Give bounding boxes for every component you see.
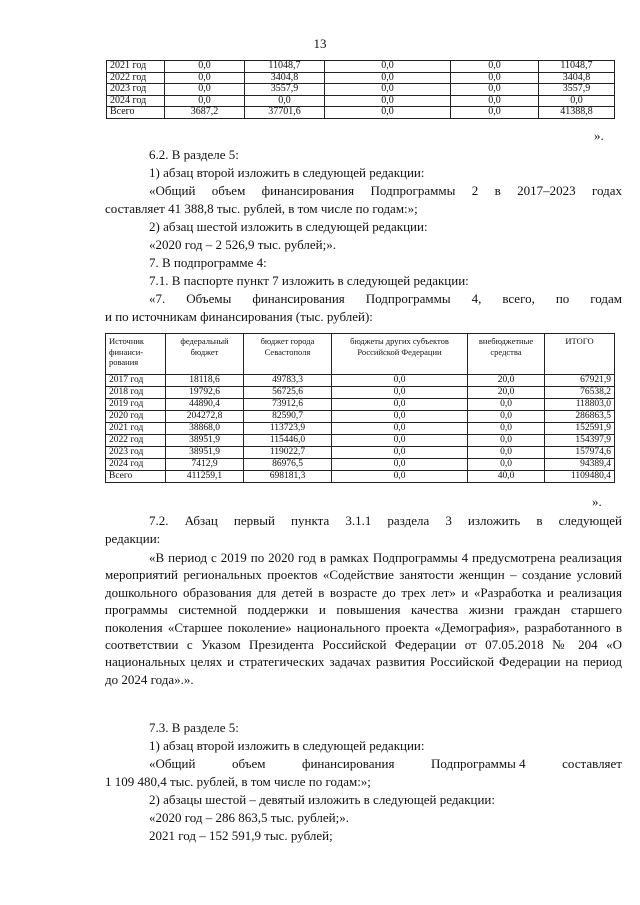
row-label: 2019 год bbox=[106, 399, 166, 411]
table-cell: 19792,6 bbox=[166, 387, 244, 399]
table-cell: 0,0 bbox=[165, 84, 245, 96]
paragraph: «2020 год – 2 526,9 тыс. рублей;». bbox=[149, 237, 336, 252]
financing-table-subprogram-2 bbox=[106, 60, 615, 119]
table-cell: 49783,3 bbox=[244, 375, 332, 387]
table2-quote-close: ». bbox=[592, 494, 602, 509]
table-cell: 41388,8 bbox=[539, 107, 615, 119]
table-cell: 152591,9 bbox=[545, 423, 615, 435]
paragraph: редакции: bbox=[105, 531, 161, 546]
row-label: 2022 год bbox=[107, 72, 165, 84]
paragraph: «7. Объемы финансирования Подпрограммы 4, всего, по годам bbox=[149, 291, 622, 306]
paragraph: 1 109 480,4 тыс. рублей, в том числе по годам:»; bbox=[105, 774, 371, 789]
table-cell: 7412,9 bbox=[166, 459, 244, 471]
paragraph: 7.1. В паспорте пункт 7 изложить в следующей редакции: bbox=[149, 273, 469, 288]
table-cell: 118803,0 bbox=[545, 399, 615, 411]
table-cell: 698181,3 bbox=[244, 471, 332, 483]
table-cell: 0,0 bbox=[451, 107, 539, 119]
table-row bbox=[106, 375, 615, 387]
table-cell: 11048,7 bbox=[539, 61, 615, 73]
table2-header: бюджеты других субъектов Российской Федерации bbox=[332, 334, 468, 375]
table-cell: 119022,7 bbox=[244, 447, 332, 459]
row-label: Всего bbox=[107, 107, 165, 119]
row-label: Всего bbox=[106, 471, 166, 483]
paragraph: 7. В подпрограмме 4: bbox=[149, 255, 267, 270]
table-cell: 0,0 bbox=[332, 423, 468, 435]
table-cell: 0,0 bbox=[332, 387, 468, 399]
table-cell: 0,0 bbox=[325, 72, 451, 84]
table-row bbox=[106, 435, 615, 447]
table-cell: 3557,9 bbox=[539, 84, 615, 96]
financing-table-subprogram-4 bbox=[105, 333, 615, 483]
table-cell: 1109480,4 bbox=[545, 471, 615, 483]
quoted-paragraph: «В период с 2019 по 2020 год в рамках Подпрограммы 4 предусмотрена реализация мероприятий региональных проектов «Содействие занятости женщин – создание условий дошкольного образования для детей в возрасте до трех лет» и «Разработка и реализация программы системной поддержки и повышения качества жизни граждан старшего поколения «Старшее поколение» национального проекта «Демография», разработанного в соответствии с Указом Президента Российской Федерации от 07.05.2018 № 204 «О национальных целях и стратегических задачах развития Российской Федерации на период до 2024 года».». bbox=[105, 550, 622, 687]
paragraph: 7.3. В разделе 5: bbox=[149, 720, 239, 735]
row-label: 2021 год bbox=[106, 423, 166, 435]
table-cell: 3404,8 bbox=[539, 72, 615, 84]
table-cell: 0,0 bbox=[468, 399, 545, 411]
word: составляет bbox=[562, 756, 622, 771]
row-label: 2018 год bbox=[106, 387, 166, 399]
table-row bbox=[106, 471, 615, 483]
table-cell: 0,0 bbox=[332, 375, 468, 387]
table-row bbox=[106, 459, 615, 471]
table-cell: 38868,0 bbox=[166, 423, 244, 435]
page-number: 13 bbox=[313, 36, 327, 51]
table-cell: 3557,9 bbox=[245, 84, 325, 96]
table-cell: 113723,9 bbox=[244, 423, 332, 435]
table-cell: 82590,7 bbox=[244, 411, 332, 423]
table-row bbox=[106, 411, 615, 423]
table-cell: 0,0 bbox=[539, 95, 615, 107]
table-cell: 37701,6 bbox=[245, 107, 325, 119]
table-row bbox=[106, 387, 615, 399]
table-cell: 56725,6 bbox=[244, 387, 332, 399]
table-cell: 20,0 bbox=[468, 375, 545, 387]
table-cell: 0,0 bbox=[451, 61, 539, 73]
table-cell: 0,0 bbox=[325, 95, 451, 107]
table-cell: 38951,9 bbox=[166, 435, 244, 447]
table1-quote-close: ». bbox=[594, 128, 604, 143]
table-cell: 40,0 bbox=[468, 471, 545, 483]
table-cell: 0,0 bbox=[332, 447, 468, 459]
table-cell: 11048,7 bbox=[245, 61, 325, 73]
table-cell: 0,0 bbox=[325, 61, 451, 73]
paragraph: 1) абзац второй изложить в следующей редакции: bbox=[149, 738, 425, 753]
table-cell: 0,0 bbox=[468, 435, 545, 447]
table-cell: 0,0 bbox=[468, 447, 545, 459]
paragraph: 6.2. В разделе 5: bbox=[149, 147, 239, 162]
word: объем bbox=[231, 756, 266, 771]
table-cell: 94389,4 bbox=[545, 459, 615, 471]
table2-header: ИТОГО bbox=[545, 334, 615, 375]
word: «Общий bbox=[149, 756, 196, 771]
table2-header: федеральный бюджет bbox=[166, 334, 244, 375]
table-cell: 3404,8 bbox=[245, 72, 325, 84]
table-cell: 73912,6 bbox=[244, 399, 332, 411]
table-cell: 0,0 bbox=[332, 411, 468, 423]
table-cell: 0,0 bbox=[245, 95, 325, 107]
table-cell: 411259,1 bbox=[166, 471, 244, 483]
table-row bbox=[107, 84, 615, 96]
table-row bbox=[106, 423, 615, 435]
table-cell: 38951,9 bbox=[166, 447, 244, 459]
row-label: 2024 год bbox=[106, 459, 166, 471]
table-cell: 20,0 bbox=[468, 387, 545, 399]
row-label: 2020 год bbox=[106, 411, 166, 423]
table-row bbox=[106, 447, 615, 459]
word: финансирования bbox=[302, 756, 395, 771]
table2-header: внебюджетные средства bbox=[468, 334, 545, 375]
table-cell: 0,0 bbox=[332, 435, 468, 447]
table-cell: 154397,9 bbox=[545, 435, 615, 447]
paragraph: 2) абзацы шестой – девятый изложить в следующей редакции: bbox=[149, 792, 495, 807]
table-cell: 0,0 bbox=[332, 459, 468, 471]
table-row bbox=[107, 72, 615, 84]
word: Подпрограммы 4 bbox=[430, 756, 526, 771]
paragraph: 1) абзац второй изложить в следующей редакции: bbox=[149, 165, 425, 180]
paragraph: 2021 год – 152 591,9 тыс. рублей; bbox=[149, 828, 333, 843]
table2-header: бюджет города Севастополя bbox=[244, 334, 332, 375]
table-row bbox=[107, 107, 615, 119]
paragraph: 2) абзац шестой изложить в следующей редакции: bbox=[149, 219, 428, 234]
table-cell: 3687,2 bbox=[165, 107, 245, 119]
paragraph: и по источникам финансирования (тыс. рублей): bbox=[105, 309, 373, 324]
table-row bbox=[107, 61, 615, 73]
table-cell: 204272,8 bbox=[166, 411, 244, 423]
table-cell: 0,0 bbox=[468, 411, 545, 423]
table-cell: 286863,5 bbox=[545, 411, 615, 423]
table-cell: 157974,6 bbox=[545, 447, 615, 459]
table-row bbox=[107, 95, 615, 107]
row-label: 2021 год bbox=[107, 61, 165, 73]
table2-header: Источник финанси-рования bbox=[106, 334, 166, 375]
table-cell: 0,0 bbox=[451, 95, 539, 107]
table-cell: 0,0 bbox=[325, 84, 451, 96]
paragraph-spread bbox=[105, 756, 622, 772]
paragraph: составляет 41 388,8 тыс. рублей, в том числе по годам:»; bbox=[105, 201, 418, 216]
table-cell: 0,0 bbox=[468, 423, 545, 435]
table-cell: 86976,5 bbox=[244, 459, 332, 471]
row-label: 2023 год bbox=[106, 447, 166, 459]
paragraph: «2020 год – 286 863,5 тыс. рублей;». bbox=[149, 810, 349, 825]
table-cell: 18118,6 bbox=[166, 375, 244, 387]
table-cell: 0,0 bbox=[332, 471, 468, 483]
table-cell: 0,0 bbox=[451, 72, 539, 84]
table-cell: 0,0 bbox=[165, 61, 245, 73]
table-cell: 76538,2 bbox=[545, 387, 615, 399]
row-label: 2022 год bbox=[106, 435, 166, 447]
table-cell: 0,0 bbox=[325, 107, 451, 119]
row-label: 2024 год bbox=[107, 95, 165, 107]
paragraph: «Общий объем финансирования Подпрограммы 2 в 2017–2023 годах bbox=[149, 183, 622, 198]
table-cell: 0,0 bbox=[468, 459, 545, 471]
table-cell: 0,0 bbox=[451, 84, 539, 96]
row-label: 2023 год bbox=[107, 84, 165, 96]
table-cell: 115446,0 bbox=[244, 435, 332, 447]
table-cell: 0,0 bbox=[332, 399, 468, 411]
table-cell: 44890,4 bbox=[166, 399, 244, 411]
table-row bbox=[106, 399, 615, 411]
table-cell: 0,0 bbox=[165, 95, 245, 107]
paragraph: 7.2. Абзац первый пункта 3.1.1 раздела 3 изложить в следующей bbox=[149, 513, 622, 528]
table-cell: 0,0 bbox=[165, 72, 245, 84]
table-cell: 67921,9 bbox=[545, 375, 615, 387]
row-label: 2017 год bbox=[106, 375, 166, 387]
